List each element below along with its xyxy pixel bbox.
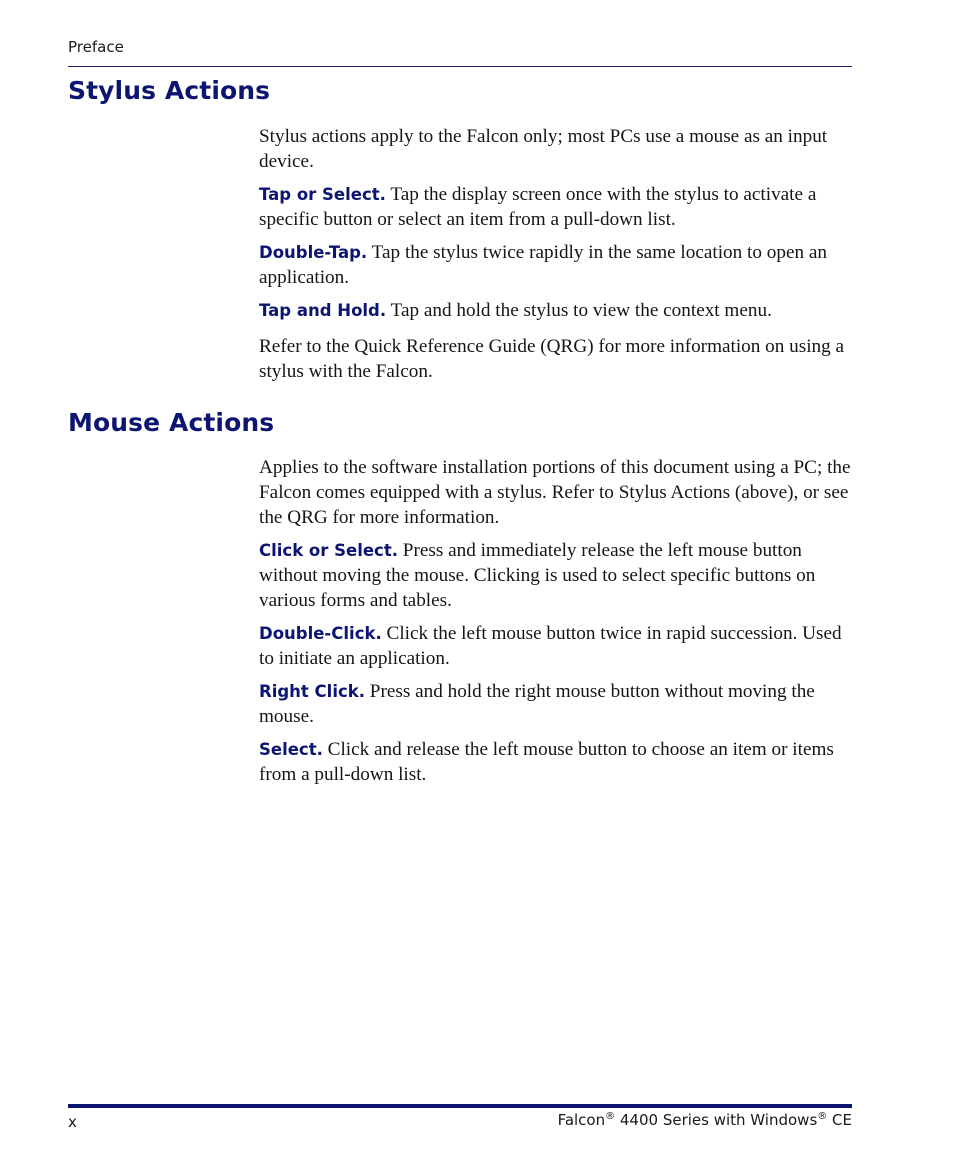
term-description: Press and hold the right mouse button without moving the mouse. — [259, 681, 815, 727]
section-title-stylus-actions: Stylus Actions — [68, 76, 271, 105]
stylus-closing-paragraph: Refer to the Quick Reference Guide (QRG) for more information on using a stylus with the Falcon. — [259, 336, 845, 382]
mouse-intro-paragraph: Applies to the software installation portions of this document using a PC; the Falcon comes equipped with a stylus. Refer to Stylus Actions (above), or see the QRG for more information. — [259, 457, 851, 528]
term-description: Tap the stylus twice rapidly in the same location to open an application. — [259, 242, 827, 288]
term-label: Tap or Select. — [259, 185, 386, 204]
running-head: Preface — [68, 38, 124, 56]
term-label: Select. — [259, 740, 323, 759]
term-description: Tap the display screen once with the stylus to activate a specific button or select an item from a pull-down list. — [259, 184, 817, 230]
page-number: x — [68, 1113, 77, 1131]
registered-mark: ® — [817, 1111, 828, 1122]
term-description: Tap and hold the stylus to view the context menu. — [390, 300, 772, 321]
term-label: Double-Tap. — [259, 243, 368, 262]
mouse-actions-body — [259, 455, 854, 795]
footer-title-part3: CE — [827, 1111, 852, 1129]
term-description: Click the left mouse button twice in rapid succession. Used to initiate an application. — [259, 623, 842, 669]
mouse-item-double-click — [259, 621, 854, 671]
term-description: Click and release the left mouse button to choose an item or items from a pull-down list. — [259, 739, 834, 785]
stylus-item-double-tap — [259, 240, 854, 290]
mouse-item-click-or-select — [259, 538, 854, 613]
stylus-actions-body — [259, 124, 854, 392]
stylus-item-tap-or-select — [259, 182, 854, 232]
term-description: Press and immediately release the left mouse button without moving the mouse. Clicking is used to select specific buttons on various forms and tables. — [259, 540, 816, 611]
footer-rule — [68, 1104, 852, 1108]
footer-title-part1: Falcon — [557, 1111, 606, 1129]
mouse-item-select — [259, 737, 854, 787]
section-title-mouse-actions: Mouse Actions — [68, 408, 275, 437]
footer-document-title — [558, 1111, 852, 1129]
footer-title-part2: 4400 Series with Windows — [615, 1111, 818, 1129]
term-label: Double-Click. — [259, 624, 382, 643]
header-rule — [68, 66, 852, 67]
registered-mark: ® — [605, 1111, 616, 1122]
stylus-intro-paragraph: Stylus actions apply to the Falcon only; most PCs use a mouse as an input device. — [259, 126, 828, 172]
stylus-item-tap-and-hold — [259, 298, 854, 323]
term-label: Right Click. — [259, 682, 365, 701]
mouse-item-right-click — [259, 679, 854, 729]
term-label: Click or Select. — [259, 541, 398, 560]
term-label: Tap and Hold. — [259, 301, 387, 320]
